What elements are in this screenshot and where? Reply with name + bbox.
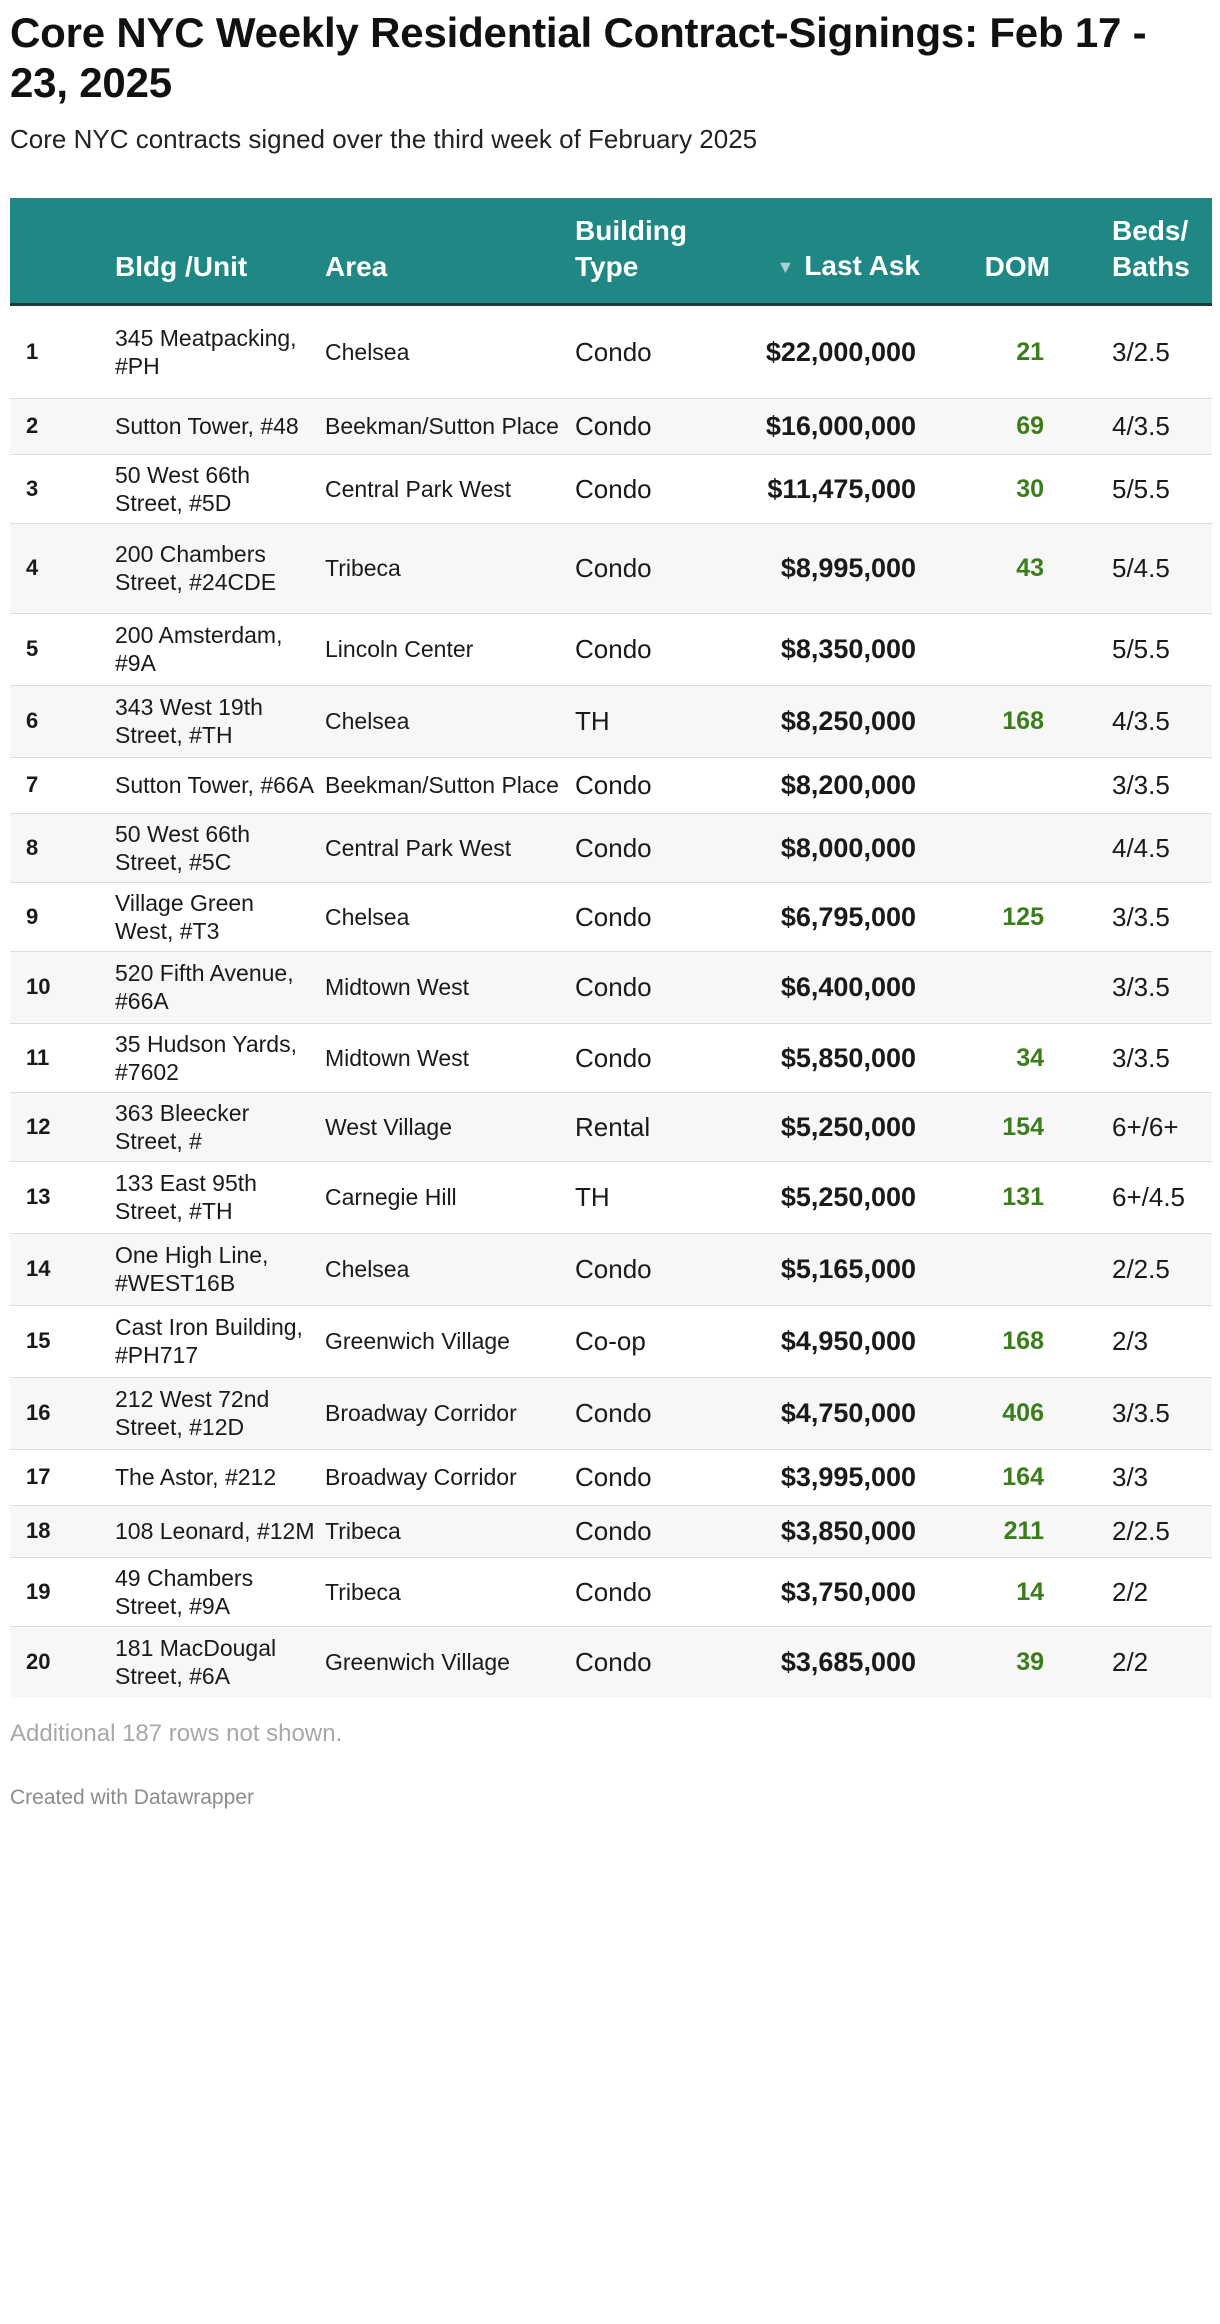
row-beds-baths: 3/3: [1112, 1462, 1149, 1492]
row-beds-baths: 3/3.5: [1112, 1042, 1170, 1073]
table-row: [10, 882, 1212, 951]
row-building-type: TH: [575, 706, 610, 736]
credit-text: Created with Datawrapper: [10, 1786, 254, 1809]
row-dom: 39: [1016, 1648, 1044, 1677]
row-dom: 69: [1016, 412, 1044, 440]
row-last-ask: $11,475,000: [767, 473, 916, 504]
row-last-ask: $3,685,000: [780, 1647, 916, 1678]
row-dom: 168: [1002, 707, 1044, 735]
row-building-type: Condo: [575, 1254, 652, 1284]
row-beds-baths: 3/3.5: [1112, 972, 1170, 1002]
row-dom: [920, 1233, 1050, 1305]
row-unit: 212 West 72nd Street, #12D: [115, 1386, 270, 1440]
row-number: 13: [26, 1184, 51, 1209]
row-dom: [920, 613, 1050, 685]
row-unit: Sutton Tower, #48: [115, 413, 299, 439]
table-row: [10, 1626, 1212, 1698]
row-unit: 35 Hudson Yards, #7602: [115, 1030, 297, 1085]
row-building-type: Condo: [575, 553, 652, 583]
row-number: 15: [26, 1328, 51, 1353]
row-beds-baths: 2/2.5: [1112, 1516, 1170, 1546]
row-number: 19: [26, 1578, 51, 1604]
row-area: Midtown West: [325, 974, 470, 1000]
row-dom: 168: [1002, 1327, 1044, 1355]
table-body: [10, 304, 1212, 1698]
table-row: [10, 613, 1212, 685]
table-row: [10, 304, 1212, 398]
row-dom: 43: [1016, 554, 1044, 582]
header-last-ask[interactable]: [730, 198, 920, 304]
row-number: 20: [26, 1649, 51, 1675]
row-beds-baths: 2/3: [1112, 1326, 1149, 1356]
row-number: 9: [26, 903, 39, 929]
row-beds-baths: 5/5.5: [1112, 634, 1170, 664]
row-building-type: TH: [575, 1182, 610, 1212]
row-unit: 50 West 66th Street, #5D: [115, 461, 251, 516]
table-row: [10, 1233, 1212, 1305]
row-area: Greenwich Village: [325, 1328, 510, 1354]
row-unit: 343 West 19th Street, #TH: [115, 694, 263, 748]
row-dom: 154: [1002, 1112, 1044, 1141]
row-last-ask: $5,165,000: [780, 1254, 916, 1284]
row-last-ask: $3,995,000: [780, 1462, 916, 1492]
row-area: Beekman/Sutton Place: [325, 772, 559, 798]
row-dom: [920, 813, 1050, 882]
row-unit: 50 West 66th Street, #5C: [115, 820, 251, 875]
row-area: Tribeca: [325, 1578, 401, 1605]
row-last-ask: $8,350,000: [780, 634, 916, 664]
row-building-type: Condo: [575, 832, 652, 863]
row-beds-baths: 3/2.5: [1112, 336, 1170, 367]
row-number: 16: [26, 1400, 51, 1425]
header-last-ask-label: Last Ask: [804, 249, 920, 281]
row-last-ask: $5,250,000: [780, 1111, 916, 1142]
row-number: 17: [26, 1464, 51, 1489]
row-dom: 30: [1016, 474, 1044, 503]
row-unit: Cast Iron Building, #PH717: [115, 1314, 303, 1368]
row-dom: [920, 951, 1050, 1023]
header-area[interactable]: Area: [325, 198, 575, 304]
row-beds-baths: 2/2.5: [1112, 1254, 1170, 1284]
row-number: 6: [26, 708, 39, 733]
row-last-ask: $8,200,000: [780, 770, 916, 800]
row-beds-baths: 6+/4.5: [1112, 1182, 1186, 1212]
row-area: West Village: [325, 1113, 452, 1140]
row-number: 14: [26, 1256, 51, 1281]
contracts-table: [10, 198, 1212, 1698]
table-row: [10, 1377, 1212, 1449]
row-building-type: Condo: [575, 1042, 652, 1073]
row-beds-baths: 4/3.5: [1112, 706, 1170, 736]
row-building-type: Condo: [575, 901, 652, 932]
table-row: [10, 1092, 1212, 1161]
row-area: Chelsea: [325, 708, 410, 734]
table-row: [10, 757, 1212, 813]
row-unit: 520 Fifth Avenue, #66A: [115, 960, 294, 1014]
row-building-type: Condo: [575, 1398, 652, 1428]
row-area: Central Park West: [325, 834, 512, 861]
row-area: Broadway Corridor: [325, 1464, 517, 1490]
row-last-ask: $8,000,000: [780, 832, 916, 863]
row-unit: Sutton Tower, #66A: [115, 772, 315, 798]
row-last-ask: $4,950,000: [780, 1326, 916, 1356]
row-number: 1: [26, 338, 39, 364]
table-row: [10, 1505, 1212, 1557]
row-area: Chelsea: [325, 903, 410, 930]
row-area: Midtown West: [325, 1044, 470, 1071]
row-area: Beekman/Sutton Place: [325, 413, 559, 439]
row-building-type: Condo: [575, 634, 652, 664]
row-last-ask: $3,850,000: [780, 1516, 916, 1546]
row-unit: 200 Amsterdam, #9A: [115, 622, 283, 676]
table-row: [10, 1023, 1212, 1092]
row-unit: The Astor, #212: [115, 1464, 277, 1490]
header-type[interactable]: Building Type: [575, 198, 730, 304]
row-unit: 108 Leonard, #12M: [115, 1518, 315, 1544]
header-unit[interactable]: Bldg /Unit: [115, 198, 325, 304]
row-last-ask: $6,400,000: [780, 972, 916, 1002]
row-last-ask: $16,000,000: [765, 411, 916, 441]
row-number: 2: [26, 413, 39, 438]
row-area: Central Park West: [325, 475, 512, 502]
row-dom: 131: [1002, 1183, 1044, 1211]
row-unit: 363 Bleecker Street, #: [115, 1099, 250, 1154]
row-area: Broadway Corridor: [325, 1400, 517, 1426]
row-number: 8: [26, 834, 39, 860]
row-area: Carnegie Hill: [325, 1184, 457, 1210]
header-num[interactable]: [10, 198, 115, 304]
row-unit: 345 Meatpacking, #PH: [115, 324, 297, 379]
row-number: 11: [26, 1044, 50, 1070]
row-beds-baths: 5/4.5: [1112, 553, 1170, 583]
row-unit: 181 MacDougal Street, #6A: [115, 1635, 277, 1690]
row-last-ask: $8,995,000: [780, 553, 916, 583]
header-beds[interactable]: Beds/ Baths: [1050, 198, 1212, 304]
row-last-ask: $3,750,000: [780, 1576, 916, 1607]
table-row: [10, 1449, 1212, 1505]
chart-title: Core NYC Weekly Residential Contract-Signings: Feb 17 - 23, 2025: [10, 9, 1147, 106]
row-building-type: Co-op: [575, 1326, 646, 1356]
row-dom: 406: [1002, 1399, 1044, 1427]
row-building-type: Condo: [575, 770, 652, 800]
row-beds-baths: 3/3.5: [1112, 901, 1170, 932]
row-area: Lincoln Center: [325, 636, 474, 662]
row-number: 10: [26, 974, 51, 999]
row-beds-baths: 4/3.5: [1112, 411, 1170, 441]
row-building-type: Rental: [575, 1111, 651, 1142]
footer-note: Additional 187 rows not shown.: [10, 1720, 343, 1747]
row-number: 18: [26, 1518, 51, 1543]
sort-desc-icon: ▼: [776, 256, 795, 277]
row-dom: 14: [1016, 1577, 1044, 1606]
row-building-type: Condo: [575, 336, 652, 367]
row-beds-baths: 5/5.5: [1112, 473, 1170, 504]
table-row: [10, 1161, 1212, 1233]
row-area: Tribeca: [325, 555, 401, 581]
table-row: [10, 1305, 1212, 1377]
row-number: 4: [26, 555, 39, 580]
row-number: 3: [26, 475, 39, 501]
row-number: 5: [26, 636, 39, 661]
table-header: [10, 198, 1212, 304]
row-last-ask: $22,000,000: [765, 336, 916, 367]
row-building-type: Condo: [575, 1462, 652, 1492]
row-last-ask: $5,850,000: [780, 1042, 916, 1073]
row-dom: [920, 757, 1050, 813]
row-beds-baths: 6+/6+: [1112, 1111, 1179, 1142]
table-row: [10, 951, 1212, 1023]
row-area: Greenwich Village: [325, 1649, 510, 1676]
row-building-type: Condo: [575, 1576, 652, 1607]
row-last-ask: $6,795,000: [780, 901, 916, 932]
row-unit: 133 East 95th Street, #TH: [115, 1170, 257, 1224]
row-building-type: Condo: [575, 1647, 652, 1678]
row-dom: 164: [1002, 1463, 1044, 1491]
row-unit: 200 Chambers Street, #24CDE: [115, 541, 277, 595]
table-row: [10, 685, 1212, 757]
row-building-type: Condo: [575, 972, 652, 1002]
row-number: 7: [26, 772, 39, 797]
row-dom: 125: [1002, 902, 1044, 931]
row-dom: 34: [1016, 1043, 1044, 1072]
chart-subtitle: Core NYC contracts signed over the third week of February 2025: [10, 124, 758, 154]
row-building-type: Condo: [575, 1516, 652, 1546]
row-area: Chelsea: [325, 338, 410, 365]
row-beds-baths: 2/2: [1112, 1647, 1149, 1678]
row-dom: 21: [1016, 337, 1044, 366]
chart-container: [10, 8, 1212, 1810]
table-row: [10, 813, 1212, 882]
table-row: [10, 1557, 1212, 1626]
row-last-ask: $4,750,000: [780, 1398, 916, 1428]
table-row: [10, 398, 1212, 454]
row-building-type: Condo: [575, 411, 652, 441]
row-unit: 49 Chambers Street, #9A: [115, 1564, 254, 1619]
row-building-type: Condo: [575, 473, 652, 504]
row-dom: 211: [1003, 1517, 1044, 1545]
table-row: [10, 523, 1212, 613]
row-last-ask: $5,250,000: [780, 1182, 916, 1212]
table-row: [10, 454, 1212, 523]
row-beds-baths: 4/4.5: [1112, 832, 1170, 863]
row-number: 12: [26, 1113, 51, 1139]
row-area: Tribeca: [325, 1518, 401, 1544]
header-dom[interactable]: DOM: [920, 198, 1050, 304]
row-unit: One High Line, #WEST16B: [115, 1242, 269, 1296]
row-beds-baths: 3/3.5: [1112, 1398, 1170, 1428]
row-beds-baths: 3/3.5: [1112, 770, 1170, 800]
row-area: Chelsea: [325, 1256, 410, 1282]
row-beds-baths: 2/2: [1112, 1576, 1149, 1607]
row-unit: Village Green West, #T3: [115, 889, 254, 944]
row-last-ask: $8,250,000: [780, 706, 916, 736]
